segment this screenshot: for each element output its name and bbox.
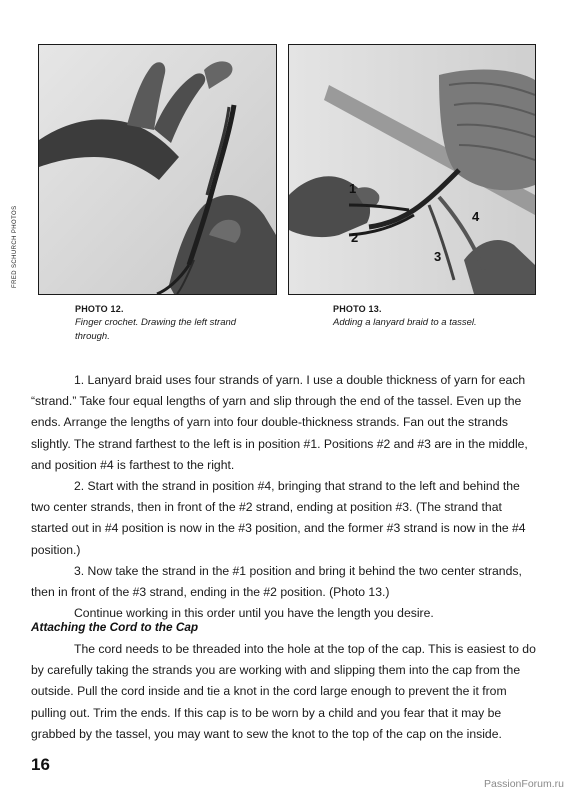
photo-13-lanyard-braid [288, 44, 536, 295]
photo-12-finger-crochet [38, 44, 277, 295]
label-3: 3 [434, 249, 442, 264]
photo-13-caption [333, 302, 533, 330]
section-body [31, 639, 541, 745]
section-heading: Attaching the Cord to the Cap [31, 620, 199, 634]
step-1-paragraph: 1. Lanyard braid uses four strands of yarn. I use a double thickness of yarn for each “strand.” Take four equal lengths of yarn and slip through the end of the tassel. Even up the ends. Arrange the lengths of yarn into four double-thickness strands. Fan out the strands slightly. The strand farthest to the left is in position #1. Positions #2 and #3 are in the middle, and position #4 is farthest to the right. [31, 373, 528, 472]
photo-12-caption [75, 302, 265, 344]
watermark: PassionForum.ru [484, 778, 564, 790]
label-4: 4 [472, 209, 480, 224]
photo-12-caption-text: Finger crochet. Drawing the left strand through. [75, 317, 237, 342]
continue-paragraph: Continue working in this order until you have the length you desire. [74, 606, 434, 621]
photo-credit: FRED SCHURCH PHOTOS [12, 205, 18, 288]
label-2: 2 [351, 230, 359, 245]
step-3-paragraph: 3. Now take the strand in the #1 position and bring it behind the two center strands, then in front of the #3 strand, ending in the #2 position. (Photo 13.) [31, 563, 522, 600]
label-1: 1 [349, 181, 357, 196]
photo-12-number: PHOTO 12. [75, 304, 124, 314]
photo-13-number: PHOTO 13. [333, 304, 382, 314]
photo-13-caption-text: Adding a lanyard braid to a tassel. [333, 317, 477, 328]
section-paragraph: The cord needs to be threaded into the hole at the top of the cap. This is easiest to do by carefully taking the strands you are working with and slipping them into the cap from the outside. Pull the cord inside and tie a knot in the cord large enough to prevent the it from pulling out. Trim the ends. If this cap is to be worn by a child and you fear that it may be grabbed by the tassel, you may want to sew the knot to the top of the cap on the inside. [31, 642, 536, 741]
lanyard-braid-steps [31, 370, 541, 624]
step-2-paragraph: 2. Start with the strand in position #4, bringing that strand to the left and behind the two center strands, then in front of the #2 strand, ending at position #3. (The strand that started out in #4 position is now in the #3 position, and the former #3 strand is now in the #4 position.) [31, 479, 526, 557]
page-number: 16 [31, 755, 50, 774]
